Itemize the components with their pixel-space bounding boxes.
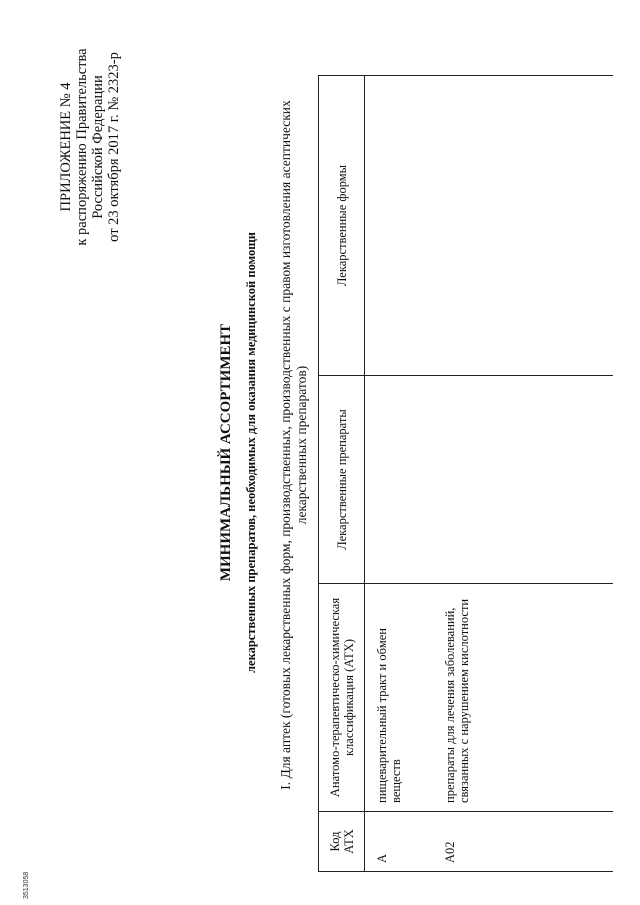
appendix-number: ПРИЛОЖЕНИЕ № 4 [58,82,74,212]
appendix-line-3: Российской Федерации [90,75,106,219]
document-number: 3513058 [23,871,30,899]
header-code: Код АТХ [319,812,365,872]
header-atc [319,584,365,812]
appendix-header [58,37,122,257]
document-subtitle: лекарственных препаратов, необходимых для оказания медицинской помощи [244,232,258,673]
cell-code: А [365,812,433,872]
cell-atc-line-2: веществ [389,759,403,803]
appendix-date: от 23 октября 2017 г. № 2323-р [106,52,122,242]
cell-forms [365,76,433,376]
table-header-row [319,76,365,872]
header-drugs: Лекарственные препараты [319,376,365,584]
cell-atc-line-1: пищеварительный тракт и обмен [375,628,389,803]
header-atc-line-2: классификация (АТХ) [341,638,356,757]
section-heading-line-1: I. Для аптек (готовых лекарственных форм, производственных, производственных с правом изготовления асептических [278,100,293,790]
table-row [433,76,613,872]
cell-code: А02 [433,812,613,872]
document-title: МИНИМАЛЬНЫЙ АССОРТИМЕНТ [218,323,234,582]
cell-drugs [365,376,433,584]
cell-atc-line-1: препараты для лечения заболеваний, [442,607,457,803]
section-heading [278,65,310,825]
table-row [365,76,433,872]
cell-forms [433,76,613,376]
assortment-table [318,75,613,872]
header-atc-line-1: Анатомо-терапевтическо-химическая [327,597,342,798]
cell-drugs [433,376,613,584]
appendix-line-2: к распоряжению Правительства [74,48,90,246]
cell-atc [365,584,433,812]
section-heading-line-2: лекарственных препаратов) [294,365,309,525]
cell-atc-line-2: связанных с нарушением кислотности [456,598,471,803]
cell-atc [433,584,613,812]
header-forms: Лекарственные формы [319,76,365,376]
